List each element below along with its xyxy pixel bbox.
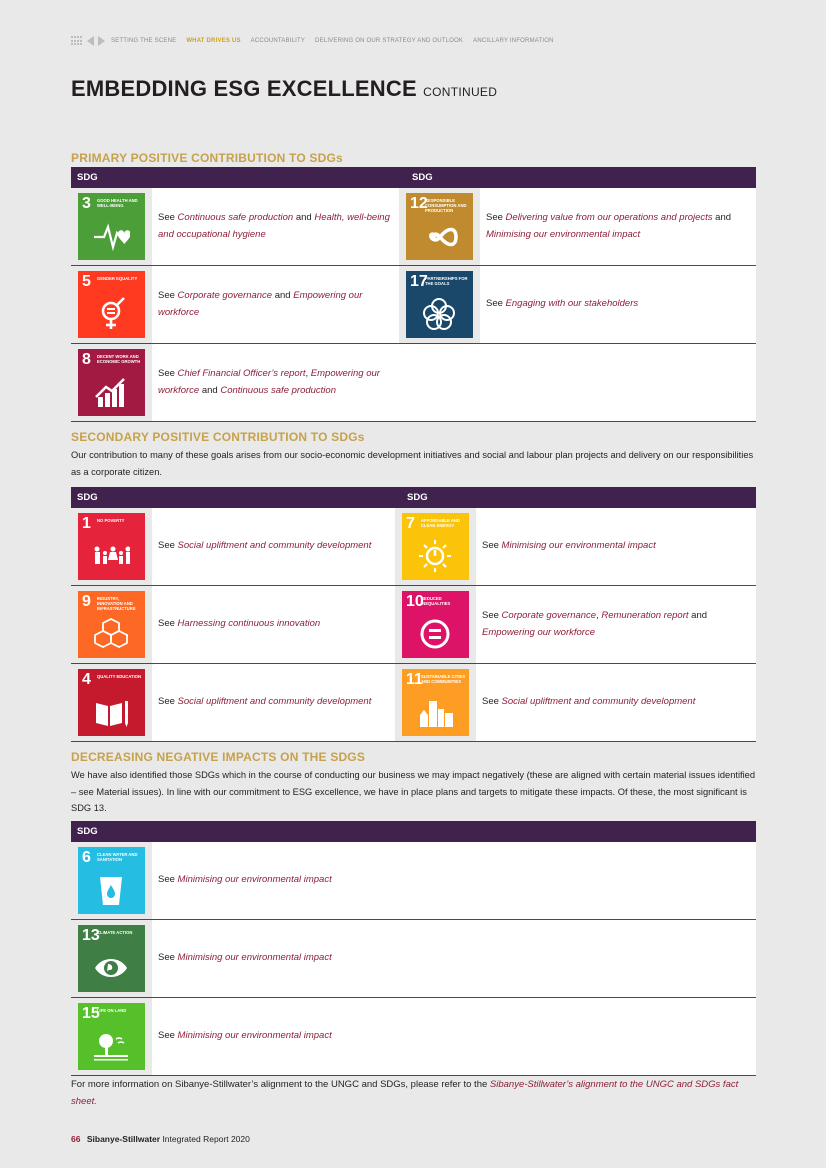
reference-text: See [158, 618, 178, 630]
section-link[interactable]: Empowering our workforce [158, 368, 380, 396]
sdg-cell [71, 344, 399, 421]
section-link[interactable]: Social upliftment and community development [177, 540, 372, 552]
sdg-icon-container [399, 266, 480, 343]
sdg-reference-text [152, 998, 756, 1075]
reference-text: See [158, 696, 178, 708]
sdg-icon-container [71, 842, 152, 919]
equal-icon [418, 617, 454, 651]
gender-icon [94, 297, 130, 331]
reference-text: See [158, 1030, 178, 1042]
reference-text: See [158, 952, 178, 964]
reference-text: , [305, 368, 311, 379]
sdg-cell [399, 266, 756, 343]
sdg-cell [71, 508, 395, 585]
sdg-13-icon [78, 925, 145, 992]
table-row [71, 586, 756, 664]
sdg-label: DECENT WORK AND ECONOMIC GROWTH [97, 354, 141, 364]
table-header [71, 821, 756, 842]
reference-text: See [158, 212, 178, 223]
reference-text: and [712, 212, 732, 223]
section-link[interactable]: Harnessing continuous innovation [177, 618, 321, 630]
sdg-number: 8 [82, 351, 91, 368]
footnote-text: For more information on Sibanye-Stillwater’s alignment to the UNGC and SDGs, please refer to the [71, 1079, 490, 1090]
heartbeat-icon [94, 219, 130, 253]
sdg-cell [71, 842, 756, 919]
section-link[interactable]: Delivering value from our operations and projects [505, 212, 713, 223]
fact-sheet-link[interactable]: Sibanye-Stillwater’s alignment to the UNGC and SDGs fact sheet. [71, 1079, 739, 1107]
next-page-icon[interactable] [98, 36, 105, 46]
sdg-number: 9 [82, 593, 91, 610]
table-row [71, 664, 756, 742]
sdg-label: RESPONSIBLE CONSUMPTION AND PRODUCTION [425, 198, 467, 213]
sdg-number: 1 [82, 515, 91, 532]
secondary-sdg-table [71, 487, 756, 742]
table-row [71, 998, 756, 1076]
nav-item-accountability[interactable]: ACCOUNTABILITY [250, 38, 306, 44]
sdg-cell [399, 188, 756, 265]
sdg-icon-container [71, 508, 152, 585]
sdg-1-icon [78, 513, 145, 580]
column-header-sdg: SDG [77, 492, 98, 503]
tree-icon [94, 1029, 130, 1063]
table-row [71, 508, 756, 586]
sdg-reference-text [152, 344, 399, 421]
section-link[interactable]: Minimising our environmental impact [501, 540, 656, 552]
page-title-suffix: CONTINUED [423, 85, 498, 99]
sdg-cell [71, 586, 395, 663]
section-link[interactable]: Remuneration report [601, 610, 689, 621]
sdg-reference-text [480, 188, 756, 265]
book-pencil-icon [94, 695, 130, 729]
secondary-section [71, 429, 756, 480]
reference-text: See [486, 212, 506, 223]
sdg-17-icon [406, 271, 473, 338]
section-link[interactable]: Minimising our environmental impact [177, 1030, 332, 1042]
reference-text: See [486, 298, 506, 310]
primary-heading: PRIMARY POSITIVE CONTRIBUTION TO SDGs [71, 151, 343, 165]
city-icon [418, 695, 454, 729]
sdg-reference-text [152, 586, 395, 663]
cubes-icon [94, 617, 130, 651]
section-link[interactable]: Minimising our environmental impact [486, 228, 641, 240]
table-row [71, 188, 756, 266]
sdg-reference-text [152, 664, 395, 741]
reference-text: See [158, 540, 178, 552]
section-link[interactable]: Continuous safe production [177, 212, 294, 223]
reference-text: See [482, 540, 502, 552]
page-number: 66 [71, 1134, 81, 1144]
primary-section-heading [71, 150, 756, 166]
nav-item-delivering[interactable]: DELIVERING ON OUR STRATEGY AND OUTLOOK [315, 38, 464, 44]
table-header [71, 167, 756, 188]
sdg-number: 3 [82, 195, 91, 212]
sdg-number: 4 [82, 671, 91, 688]
previous-page-icon[interactable] [87, 36, 94, 46]
sdg-number: 15 [82, 1005, 100, 1022]
grid-menu-icon[interactable] [71, 36, 83, 46]
sdg-cell [71, 188, 399, 265]
section-link[interactable]: Chief Financial Officer’s report [177, 368, 306, 379]
section-link[interactable]: Corporate governance [177, 290, 273, 301]
sdg-reference-text [152, 508, 395, 585]
column-header-sdg: SDG [77, 826, 98, 837]
water-glass-icon [94, 873, 130, 907]
sdg-cell [71, 266, 399, 343]
sdg-label: SUSTAINABLE CITIES AND COMMUNITIES [421, 674, 466, 684]
reference-text: and [272, 290, 294, 301]
sdg-10-icon [402, 591, 469, 658]
reference-text: , [596, 610, 602, 621]
infinity-icon [422, 219, 458, 253]
flower-icon [422, 297, 458, 331]
sdg-9-icon [78, 591, 145, 658]
sdg-cell [71, 920, 756, 997]
nav-controls [71, 36, 105, 46]
page-title-text: EMBEDDING ESG EXCELLENCE [71, 76, 417, 101]
sdg-3-icon [78, 193, 145, 260]
reference-text: See [482, 610, 502, 621]
column-header-sdg: SDG [407, 492, 428, 503]
reference-text: and [688, 610, 708, 621]
reference-text: and [199, 384, 221, 396]
table-row [71, 920, 756, 998]
table-row [71, 344, 756, 422]
table-row [71, 266, 756, 344]
reference-text: See [482, 696, 502, 708]
negative-heading: DECREASING NEGATIVE IMPACTS ON THE SDGS [71, 750, 366, 764]
section-link[interactable]: Social upliftment and community development [501, 696, 696, 708]
sdg-12-icon [406, 193, 473, 260]
sdg-reference-text [152, 920, 756, 997]
sdg-label: AFFORDABLE AND CLEAN ENERGY [421, 518, 460, 528]
report-name: Integrated Report 2020 [162, 1134, 250, 1144]
section-link[interactable]: Corporate governance [501, 610, 597, 621]
sdg-number: 7 [406, 515, 415, 532]
negative-section [71, 749, 756, 817]
negative-body: We have also identified those SDGs which in the course of conducting our business we may impact negatively (these are aligned with certain material issues identified – see Material issues). In line with our commitment to ESG excellence, we have in place plans and targets to mitigate these impacts. Of these, the most significant is SDG 13. [71, 770, 756, 813]
nav-item-what-drives-us[interactable]: WHAT DRIVES US [186, 38, 241, 44]
section-link[interactable]: Empowering our workforce [482, 626, 595, 638]
sdg-cell [71, 998, 756, 1075]
sdg-icon-container [71, 344, 152, 421]
growth-chart-icon [94, 375, 130, 409]
negative-sdg-table [71, 821, 756, 1076]
sdg-label: PARTNERSHIPS FOR THE GOALS [425, 276, 468, 286]
sdg-number: 6 [82, 849, 91, 866]
sdg-label: CLEAN WATER AND SANITATION [97, 852, 138, 862]
sdg-number: 12 [410, 195, 428, 212]
sdg-15-icon [78, 1003, 145, 1070]
column-header-sdg: SDG [77, 172, 98, 183]
sdg-icon-container [395, 586, 476, 663]
section-link[interactable]: Continuous safe production [220, 384, 336, 396]
sdg-cell [395, 664, 756, 741]
section-link[interactable]: Engaging with our stakeholders [505, 298, 639, 310]
sdg-icon-container [395, 664, 476, 741]
sdg-reference-text [476, 586, 756, 663]
reference-text: and [293, 212, 315, 223]
section-link[interactable]: Health, well-being and occupational hygiene [158, 212, 390, 240]
sdg-reference-text [476, 664, 756, 741]
sdg-number: 17 [410, 273, 428, 290]
sdg-reference-text [476, 508, 756, 585]
sdg-icon-container [71, 664, 152, 741]
family-icon [94, 539, 130, 573]
sdg-icon-container [71, 920, 152, 997]
section-link[interactable]: Minimising our environmental impact [177, 952, 332, 964]
nav-item-setting-the-scene[interactable]: SETTING THE SCENE [111, 38, 177, 44]
company-name: Sibanye-Stillwater [86, 1134, 161, 1144]
reference-text: See [158, 290, 178, 301]
sdg-7-icon [402, 513, 469, 580]
sdg-4-icon [78, 669, 145, 736]
sdg-icon-container [71, 998, 152, 1075]
sdg-label: QUALITY EDUCATION [97, 674, 142, 679]
sdg-icon-container [71, 188, 152, 265]
page-footer [71, 1134, 250, 1144]
sdg-label: LIFE ON LAND [97, 1008, 127, 1013]
column-header-sdg: SDG [412, 172, 433, 183]
section-link[interactable]: Social upliftment and community development [177, 696, 372, 708]
sdg-label: INDUSTRY, INNOVATION AND INFRASTRUCTURE [97, 596, 136, 611]
page-title [71, 74, 497, 107]
sdg-label: GOOD HEALTH AND WELL-BEING [97, 198, 138, 208]
reference-text: See [158, 874, 178, 886]
sdg-cell [395, 586, 756, 663]
primary-sdg-table [71, 167, 756, 422]
sdg-label: GENDER EQUALITY [97, 276, 138, 281]
eye-globe-icon [94, 951, 130, 985]
sdg-6-icon [78, 847, 145, 914]
sdg-icon-container [71, 586, 152, 663]
sdg-number: 5 [82, 273, 91, 290]
secondary-heading: SECONDARY POSITIVE CONTRIBUTION TO SDGs [71, 430, 365, 444]
sdg-icon-container [71, 266, 152, 343]
sdg-cell [395, 508, 756, 585]
sdg-cell [71, 664, 395, 741]
sdg-number: 13 [82, 927, 100, 944]
sdg-5-icon [78, 271, 145, 338]
sdg-8-icon [78, 349, 145, 416]
sdg-reference-text [152, 842, 756, 919]
sdg-11-icon [402, 669, 469, 736]
section-link[interactable]: Empowering our workforce [158, 290, 363, 318]
table-header [71, 487, 756, 508]
sdg-reference-text [480, 266, 756, 343]
footnote [71, 1076, 761, 1110]
sdg-number: 10 [406, 593, 424, 610]
nav-item-ancillary[interactable]: ANCILLARY INFORMATION [473, 38, 554, 44]
sdg-icon-container [399, 188, 480, 265]
sdg-label: CLIMATE ACTION [97, 930, 133, 935]
reference-text: See [158, 368, 178, 379]
sdg-label: REDUCED INEQUALITIES [421, 596, 451, 606]
sun-power-icon [418, 539, 454, 573]
sdg-reference-text [152, 266, 399, 343]
sdg-icon-container [395, 508, 476, 585]
top-navigation [71, 34, 558, 48]
sdg-number: 11 [406, 671, 423, 688]
sdg-label: NO POVERTY [97, 518, 125, 523]
section-link[interactable]: Minimising our environmental impact [177, 874, 332, 886]
secondary-body: Our contribution to many of these goals arises from our socio-economic development initiatives and social and labour plan projects and delivery on our responsibilities as a corporate citizen. [71, 450, 754, 477]
sdg-reference-text [152, 188, 399, 265]
table-row [71, 842, 756, 920]
